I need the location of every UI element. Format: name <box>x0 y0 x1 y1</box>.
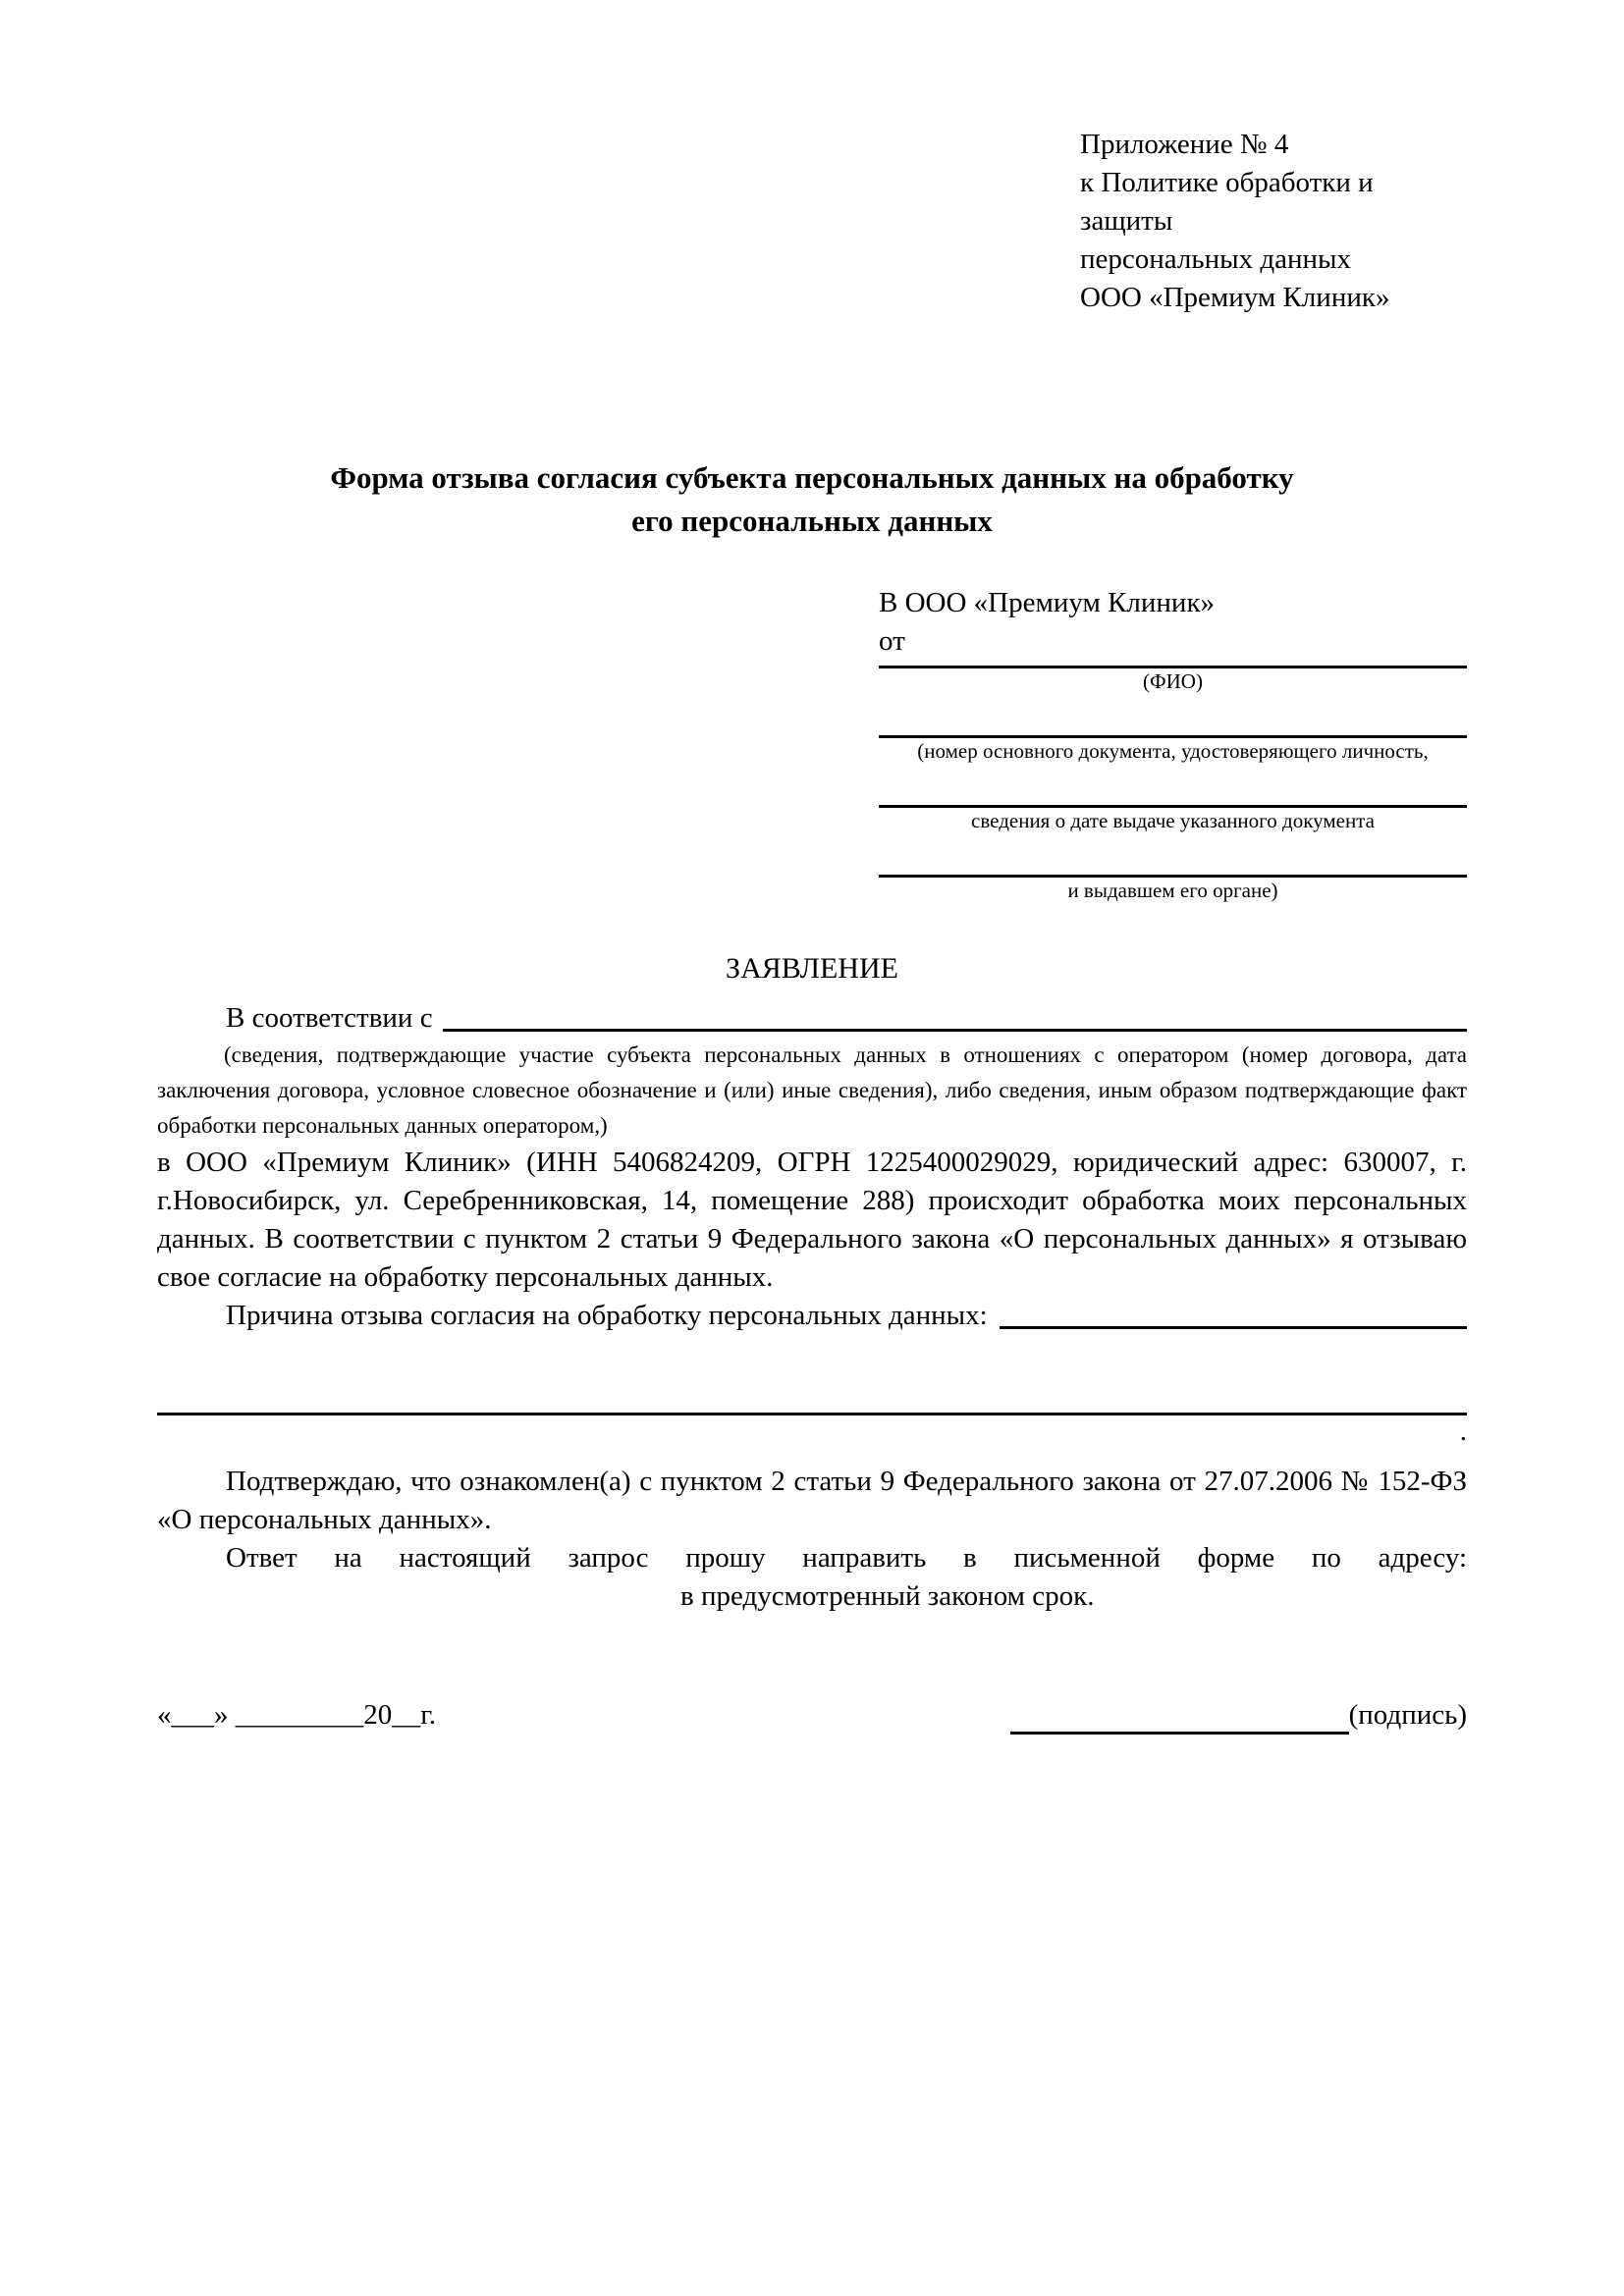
document-issuer-blank-line <box>879 834 1467 878</box>
intro-footnote: (сведения, подтверждающие участие субъекта персональных данных в отношениях с оператором (номер договора, дата заключения договора, условное словесное обозначение и (или) иные сведения), либо сведения, иным образом подтверждающие факт обработки персональных данных оператором,) <box>157 1042 1467 1138</box>
date-signature-row <box>157 1696 1467 1735</box>
confirmation-paragraph: Подтверждаю, что ознакомлен(а) с пунктом 2 статьи 9 Федерального закона от 27.07.2006 № 152-ФЗ «О персональных данных». <box>157 1466 1467 1535</box>
fio-caption: (ФИО) <box>1143 669 1203 693</box>
reason-blank-line-2 <box>157 1380 1467 1415</box>
reason-blank-line-3-rule <box>157 1415 1454 1451</box>
reply-address-row <box>157 1577 1467 1616</box>
appendix-policy-ref-1: к Политике обработки и защиты <box>1080 167 1374 237</box>
document-title-line-2: его персональных данных <box>631 504 993 538</box>
intro-row <box>157 999 1467 1038</box>
reason-blank-line <box>1000 1326 1467 1329</box>
signature-caption: (подпись) <box>1348 1699 1467 1731</box>
reason-label: Причина отзыва согласия на обработку персональных данных: <box>226 1300 988 1331</box>
intro-label: В соответствии с <box>226 1002 433 1034</box>
signature-blank-line <box>1010 1705 1349 1735</box>
addressee-to: В ООО «Премиум Клиник» <box>879 587 1216 618</box>
fio-blank-line <box>879 661 1467 668</box>
document-title <box>157 456 1467 543</box>
signature-group <box>1010 1696 1467 1735</box>
addressee-from-label: от <box>879 625 905 657</box>
appendix-org-name: ООО «Премиум Клиник» <box>1080 282 1390 313</box>
intro-blank-line <box>443 1029 1467 1032</box>
appendix-number: Приложение № 4 <box>1080 129 1289 160</box>
statement-heading: ЗАЯВЛЕНИЕ <box>726 952 898 985</box>
addressee-block <box>879 584 1467 904</box>
appendix-policy-ref-2: персональных данных <box>1080 243 1352 275</box>
document-issuer-caption: и выдавшем его органе) <box>1067 879 1278 902</box>
document-issue-date-caption: сведения о дате выдаче указанного документа <box>971 809 1375 832</box>
appendix-header <box>1080 126 1467 317</box>
document-number-caption: (номер основного документа, удостоверяющего личность, <box>917 739 1429 763</box>
date-blank-text: «___» _________20__г. <box>157 1699 437 1731</box>
document-title-line-1: Форма отзыва согласия субъекта персональных данных на обработку <box>330 460 1294 495</box>
reason-blank-line-3 <box>157 1415 1467 1451</box>
document-issue-date-blank-line <box>879 765 1467 808</box>
statement-body-paragraph: в ООО «Премиум Клиник» (ИНН 5406824209, ОГРН 1225400029029, юридический адрес: 630007, г. г.Новосибирск, ул. Серебренниковская, 14, помещение 288) происходит обработка моих персональных данных. В соответствии с пунктом 2 статьи 9 Федерального закона «О персональных данных» я отзываю свое согласие на обработку персональных данных. <box>157 1147 1467 1293</box>
reply-request-line: Ответ на настоящий запрос прошу направить в письменной форме по адресу: <box>226 1542 1467 1574</box>
reason-end-period: . <box>1459 1415 1467 1447</box>
document-number-blank-line <box>879 695 1467 738</box>
reply-tail-text: в предусмотренный законом срок. <box>680 1580 1095 1612</box>
reason-row <box>157 1297 1467 1335</box>
